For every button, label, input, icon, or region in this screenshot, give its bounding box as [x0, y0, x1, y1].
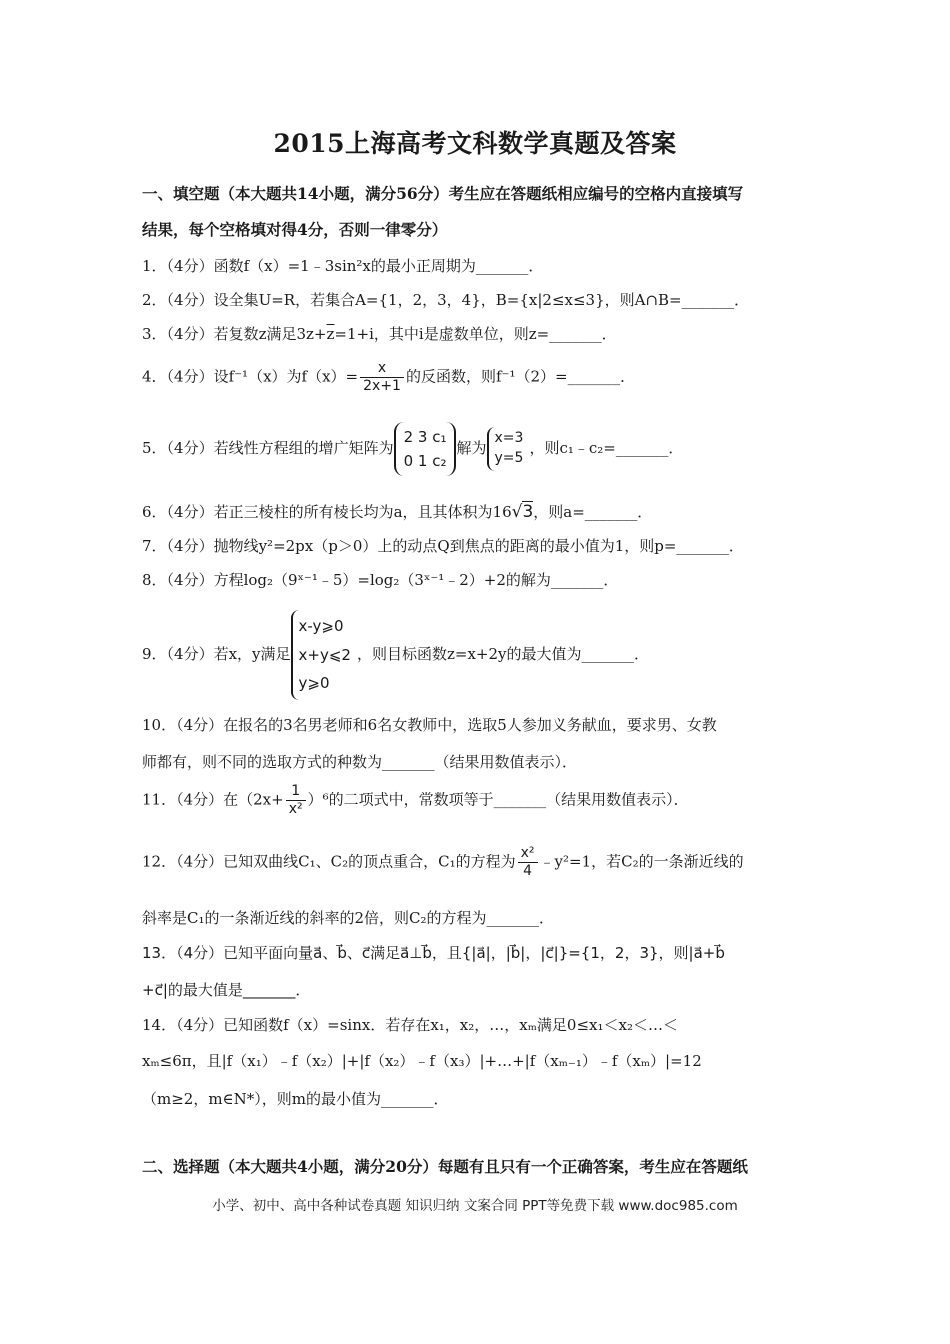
question-3-conjugate: $\overline{z}$ — [326, 325, 335, 343]
constraint-system — [291, 610, 357, 700]
question-4 — [142, 360, 810, 395]
question-13-line-2: +c⃗|的最大值是_______． — [142, 981, 311, 999]
question-14-line-3: （m≥2，m∈N*），则m的最小值为_______． — [142, 1090, 449, 1108]
question-5-post: ，则c₁﹣c₂=_______． — [529, 439, 684, 457]
question-10-line-1: 10．（4分）在报名的3名男老师和6名女教师中，选取5人参加义务献血，要求男、女教 — [142, 716, 717, 734]
question-12-line-2: 斜率是C₁的一条渐近线的斜率的2倍，则C₂的方程为_______． — [142, 909, 555, 927]
question-12-numerator: x² — [518, 845, 538, 863]
question-4-numerator: x — [360, 360, 404, 378]
question-7: 7．（4分）抛物线y²=2px（p＞0）上的动点Q到焦点的距离的最小值为1，则p=_______． — [142, 537, 744, 555]
solution-system — [487, 427, 530, 470]
page-title: 2015上海高考文科数学真题及答案 — [273, 129, 677, 158]
question-4-post: 的反函数，则f⁻¹（2）=_______． — [405, 367, 636, 386]
question-6-pre: 6．（4分）若正三棱柱的所有棱长均为a，且其体积为16 — [142, 503, 512, 521]
question-6-radicand: 3 — [522, 502, 534, 522]
question-12-post: ﹣y²=1，若C₂的一条渐近线的 — [539, 852, 744, 871]
question-5-pre: 5．（4分）若线性方程组的增广矩阵为 — [142, 439, 394, 457]
question-12-denominator: 4 — [523, 862, 533, 879]
question-11-denominator: x² — [288, 800, 303, 817]
question-11-numerator: 1 — [286, 783, 306, 801]
question-5-mid: 解为 — [456, 439, 487, 457]
question-5 — [142, 422, 810, 476]
constraint-2: x+y⩽2 — [298, 645, 351, 664]
constraint-3: y⩾0 — [298, 674, 330, 692]
matrix-row-1: 2 3 c₁ — [403, 428, 447, 446]
question-12 — [142, 845, 810, 880]
question-4-pre: 4．（4分）设f⁻¹（x）为f（x）= — [142, 367, 359, 386]
question-3-post: =1+i，其中i是虚数单位，则z=_______． — [334, 325, 617, 343]
question-6-post: ，则a=_______． — [533, 503, 653, 521]
question-14-line-2: xₘ≤6π，且|f（x₁）﹣f（x₂）|+|f（x₂）﹣f（x₃）|+…+|f（xₘ₋₁）﹣f（xₘ）|=12 — [142, 1052, 702, 1070]
section-2-heading-line-1: 二、选择题（本大题共4小题，满分20分）每题有且只有一个正确答案，考生应在答题纸 — [142, 1157, 748, 1176]
question-9-pre: 9．（4分）若x，y满足 — [142, 644, 291, 663]
question-13-line-1: 13．（4分）已知平面向量a⃗、b⃗、c⃗满足a⃗⊥b⃗，且{|a⃗|，|b⃗|，|c⃗|}={1，2，3}，则|a⃗+b⃗ — [142, 944, 725, 962]
sqrt-icon: √3 — [511, 502, 534, 522]
matrix-row-2: 0 1 c₂ — [403, 452, 447, 470]
question-4-denominator: 2x+1 — [363, 377, 401, 394]
solution-y: y=5 — [494, 450, 524, 466]
augmented-matrix — [394, 422, 457, 476]
question-3 — [142, 325, 810, 343]
constraint-1: x-y⩾0 — [298, 617, 344, 635]
solution-x: x=3 — [494, 430, 524, 447]
question-12-pre: 12．（4分）已知双曲线C₁、C₂的顶点重合，C₁的方程为 — [142, 852, 516, 871]
footer-watermark: 小学、初中、高中各种试卷真题 知识归纳 文案合同 PPT等免费下载 www.doc985.com — [212, 1198, 738, 1214]
question-6 — [142, 502, 810, 522]
question-9-post: ，则目标函数z=x+2y的最大值为_______． — [356, 644, 649, 663]
question-4-fraction — [360, 360, 404, 395]
section-1-heading-line-1: 一、填空题（本大题共14小题，满分56分）考生应在答题纸相应编号的空格内直接填写 — [142, 184, 744, 203]
question-11 — [142, 783, 810, 818]
section-1-heading-line-2: 结果，每个空格填对得4分，否则一律零分） — [142, 220, 448, 239]
question-1: 1．（4分）函数f（x）=1﹣3sin²x的最小正周期为_______． — [142, 257, 544, 275]
question-8: 8．（4分）方程log₂（9ˣ⁻¹﹣5）=log₂（3ˣ⁻¹﹣2）+2的解为_______． — [142, 571, 619, 589]
question-3-pre: 3．（4分）若复数z满足3z+ — [142, 325, 327, 343]
question-12-fraction — [518, 845, 538, 880]
question-11-post: ）⁶的二项式中，常数项等于_______（结果用数值表示）． — [307, 790, 689, 809]
question-10-line-2: 师都有，则不同的选取方式的种数为_______（结果用数值表示）． — [142, 753, 578, 771]
question-2: 2．（4分）设全集U=R，若集合A={1，2，3，4}，B={x|2≤x≤3}，则A∩B=_______． — [142, 291, 750, 309]
question-9 — [142, 610, 810, 700]
question-11-pre: 11．（4分）在（2x+ — [142, 790, 284, 809]
question-14-line-1: 14．（4分）已知函数f（x）=sinx．若存在x₁，x₂，…，xₘ满足0≤x₁＜x₂＜…＜ — [142, 1016, 678, 1034]
question-11-fraction — [286, 783, 306, 818]
